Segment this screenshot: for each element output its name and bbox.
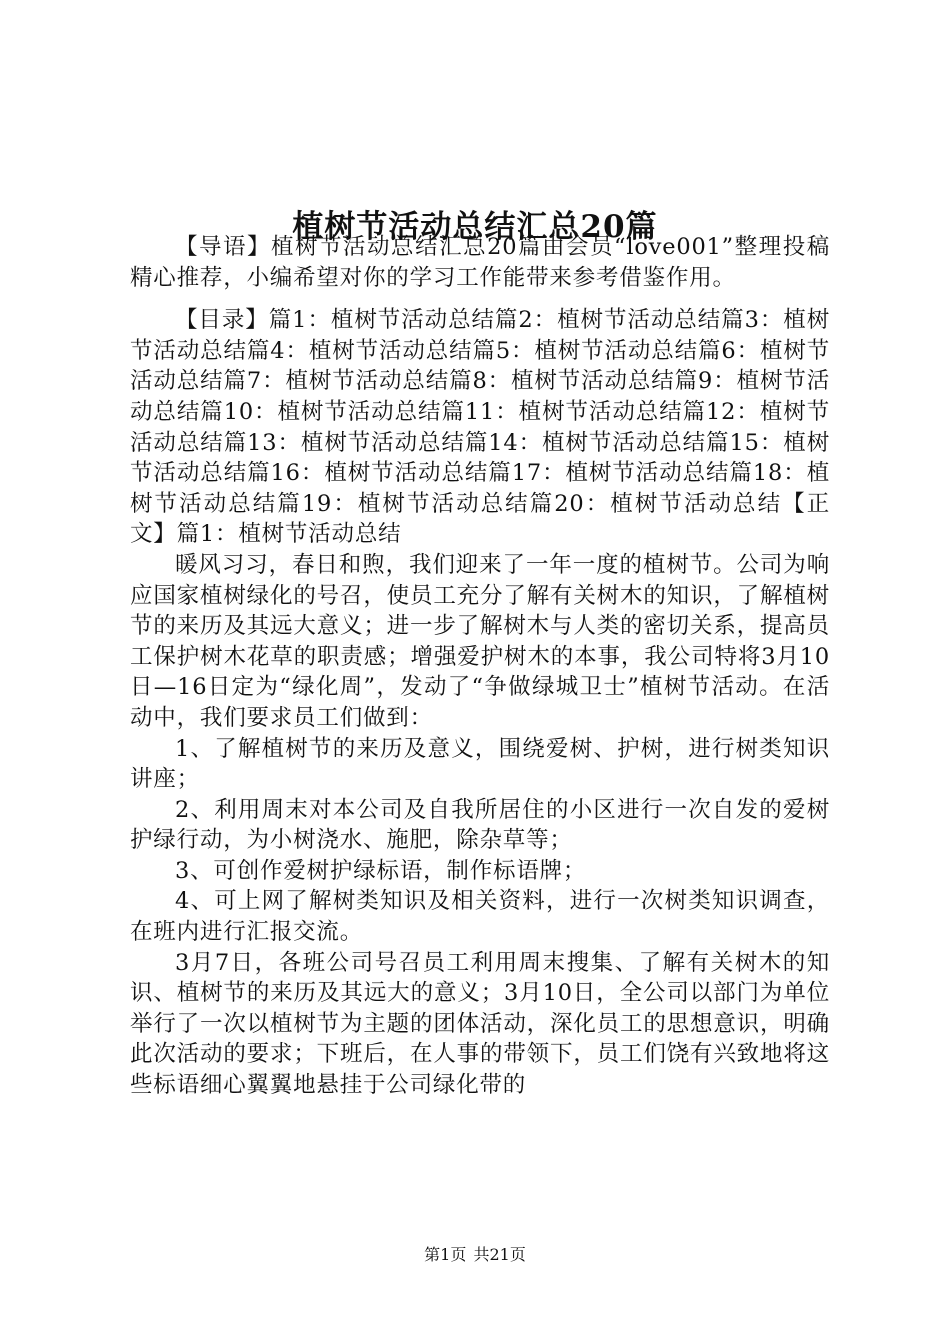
intro-paragraph: 【导语】植树节活动总结汇总20篇由会员“love001”整理投稿精心推荐，小编希望对你的学习工作能带来参考借鉴作用。	[130, 234, 830, 291]
document-title: 植树节活动总结汇总20篇	[292, 208, 658, 245]
body-paragraph: 暖风习习，春日和煦，我们迎来了一年一度的植树节。公司为响应国家植树绿化的号召，使员工充分了解有关树木的知识，了解植树节的来历及其远大意义；进一步了解树木与人类的密切关系，提高员工保护树木花草的职责感；增强爱护树木的本事，我公司特将3月10日—16日定为“绿化周”，发动了“争做绿城卫士”植树节活动。在活动中，我们要求员工们做到：	[130, 551, 830, 731]
list-item: 3、可创作爱树护绿标语，制作标语牌；	[175, 857, 587, 884]
total-pages: 共21页	[473, 1245, 526, 1264]
document-body	[130, 232, 830, 1101]
page-number: 第1页	[424, 1245, 467, 1264]
list-item: 2、利用周末对本公司及自我所居住的小区进行一次自发的爱树护绿行动，为小树浇水、施肥，除杂草等；	[130, 796, 830, 854]
toc-paragraph: 【目录】篇1：植树节活动总结篇2：植树节活动总结篇3：植树节活动总结篇4：植树节活动总结篇5：植树节活动总结篇6：植树节活动总结篇7：植树节活动总结篇8：植树节活动总结篇9：植树节活动总结篇10：植树节活动总结篇11：植树节活动总结篇12：植树节活动总结篇13：植树节活动总结篇14：植树节活动总结篇15：植树节活动总结篇16：植树节活动总结篇17：植树节活动总结篇18：植树节活动总结篇19：植树节活动总结篇20：植树节活动总结【正文】篇1：植树节活动总结	[130, 307, 830, 548]
body-paragraph: 3月7日，各班公司号召员工利用周末搜集、了解有关树木的知识、植树节的来历及其远大的意义；3月10日，全公司以部门为单位举行了一次以植树节为主题的团体活动，深化员工的思想意识，明确此次活动的要求；下班后，在人事的带领下，员工们饶有兴致地将这些标语细心翼翼地悬挂于公司绿化带的	[130, 949, 830, 1099]
page-footer	[0, 1244, 950, 1266]
list-item: 1、了解植树节的来历及意义，围绕爱树、护树，进行树类知识讲座；	[130, 735, 830, 793]
list-item: 4、可上网了解树类知识及相关资料，进行一次树类知识调查，在班内进行汇报交流。	[130, 888, 830, 946]
